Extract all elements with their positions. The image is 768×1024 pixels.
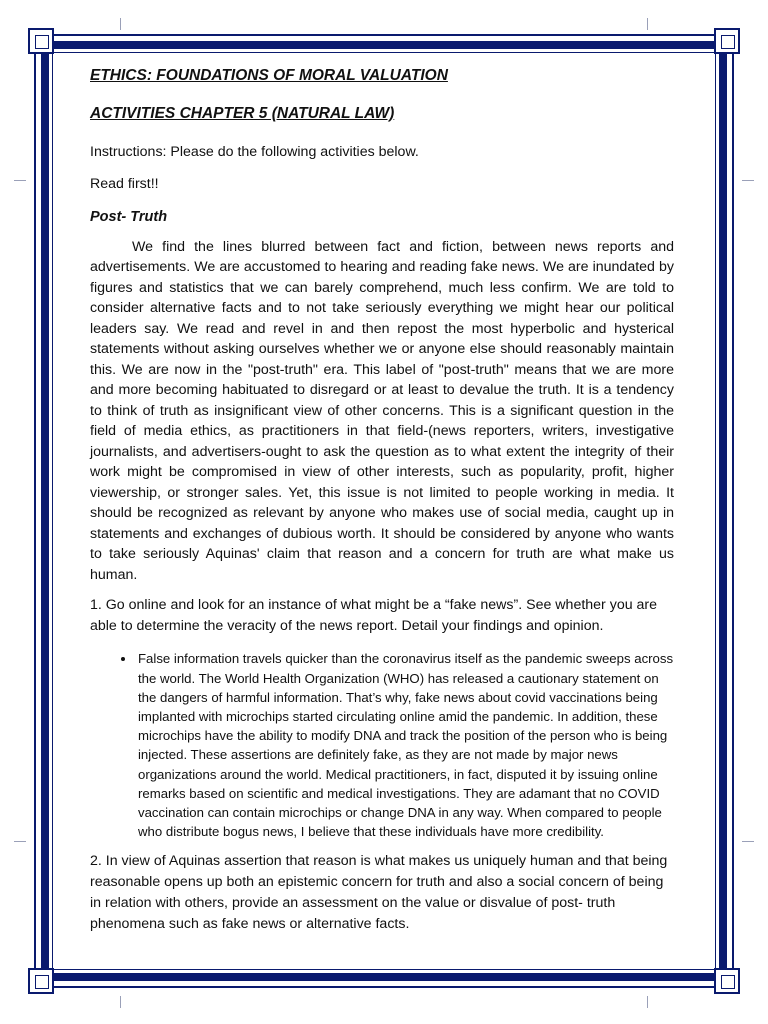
- fold-tick: [742, 180, 754, 181]
- fold-tick: [647, 18, 648, 30]
- fold-tick: [120, 18, 121, 30]
- fold-tick: [647, 996, 648, 1008]
- answer-1-bullet: • False information travels quicker than the coronavirus itself as the pandemic sweeps across the world. The World Health Organization (WHO) has released a cautionary statement on the dangers of harmful information. That’s why, fake news about covid vaccinations being implanted with microchips started circulating online amid the pandemic. In addition, these microchips have the ability to modify DNA and track the position of the person who is being injected. These assertions are definitely fake, as they are not made by major news organizations around the world. Medical practitioners, in fact, disputed it by issuing online remarks based on scientific and medical investigations. They are adamant that no COVID vaccination can contain microchips or change DNA in any way. When compared to people who distribute bogus news, I believe that these individuals have more credibility.: [136, 649, 674, 841]
- document-content: [90, 66, 674, 947]
- corner-ornament-bottom-left: [28, 968, 54, 994]
- read-first-text: Read first!!: [90, 176, 159, 193]
- fold-tick: [14, 180, 26, 181]
- body-paragraph: We find the lines blurred between fact and fiction, between news reports and advertisements. We are accustomed to hearing and reading fake news. We are inundated by figures and statistics that we can barely comprehend, much less confirm. We are told to consider alternative facts and to not take seriously everything we might hear our political leaders say. We read and revel in and then repost the most hyperbolic and hysterical statements without asking ourselves whether we or anyone else should reasonably maintain this. We are now in the "post-truth" era. This label of "post-truth" means that we are more and more becoming habituated to disregard or at least to devalue the truth. It is a tendency to think of truth as insignificant view of other concerns. This is a significant question in the field of media ethics, as practitioners in that field-(news reporters, writers, investigative journalists, and advertisers-ought to ask the question as to what extent the integrity of their work might be compromised in view of other interests, such as popularity, profit, higher viewership, or stronger sales. Yet, this issue is not limited to people working in media. It should be recognized as relevant by anyone who makes use of social media, caught up in statements and exchanges of dubious worth. It should be considered by anyone who wants to take seriously Aquinas' claim that reason and a concern for truth are what make us human.: [90, 238, 674, 583]
- fold-tick: [14, 841, 26, 842]
- section-heading: Post- Truth: [90, 208, 168, 225]
- fold-tick: [742, 841, 754, 842]
- corner-ornament-top-left: [28, 28, 54, 54]
- corner-ornament-top-right: [714, 28, 740, 54]
- question-1: 1. Go online and look for an instance of what might be a “fake news”. See whether you are able to determine the veracity of the news report. Detail your findings and opinion.: [90, 597, 658, 635]
- answer-list: [90, 649, 674, 841]
- chapter-title: ACTIVITIES CHAPTER 5 (NATURAL LAW): [90, 105, 395, 122]
- fold-tick: [120, 996, 121, 1008]
- corner-ornament-bottom-right: [714, 968, 740, 994]
- instructions-text: Instructions: Please do the following activities below.: [90, 144, 419, 160]
- document-title: ETHICS: FOUNDATIONS OF MORAL VALUATION: [90, 67, 448, 84]
- question-2: 2. In view of Aquinas assertion that reason is what makes us uniquely human and that being reasonable opens up both an epistemic concern for truth and also a social concern of being in relation with others, provide an assessment on the value or disvalue of post- truth phenomena such as fake news or alternative facts.: [90, 853, 668, 933]
